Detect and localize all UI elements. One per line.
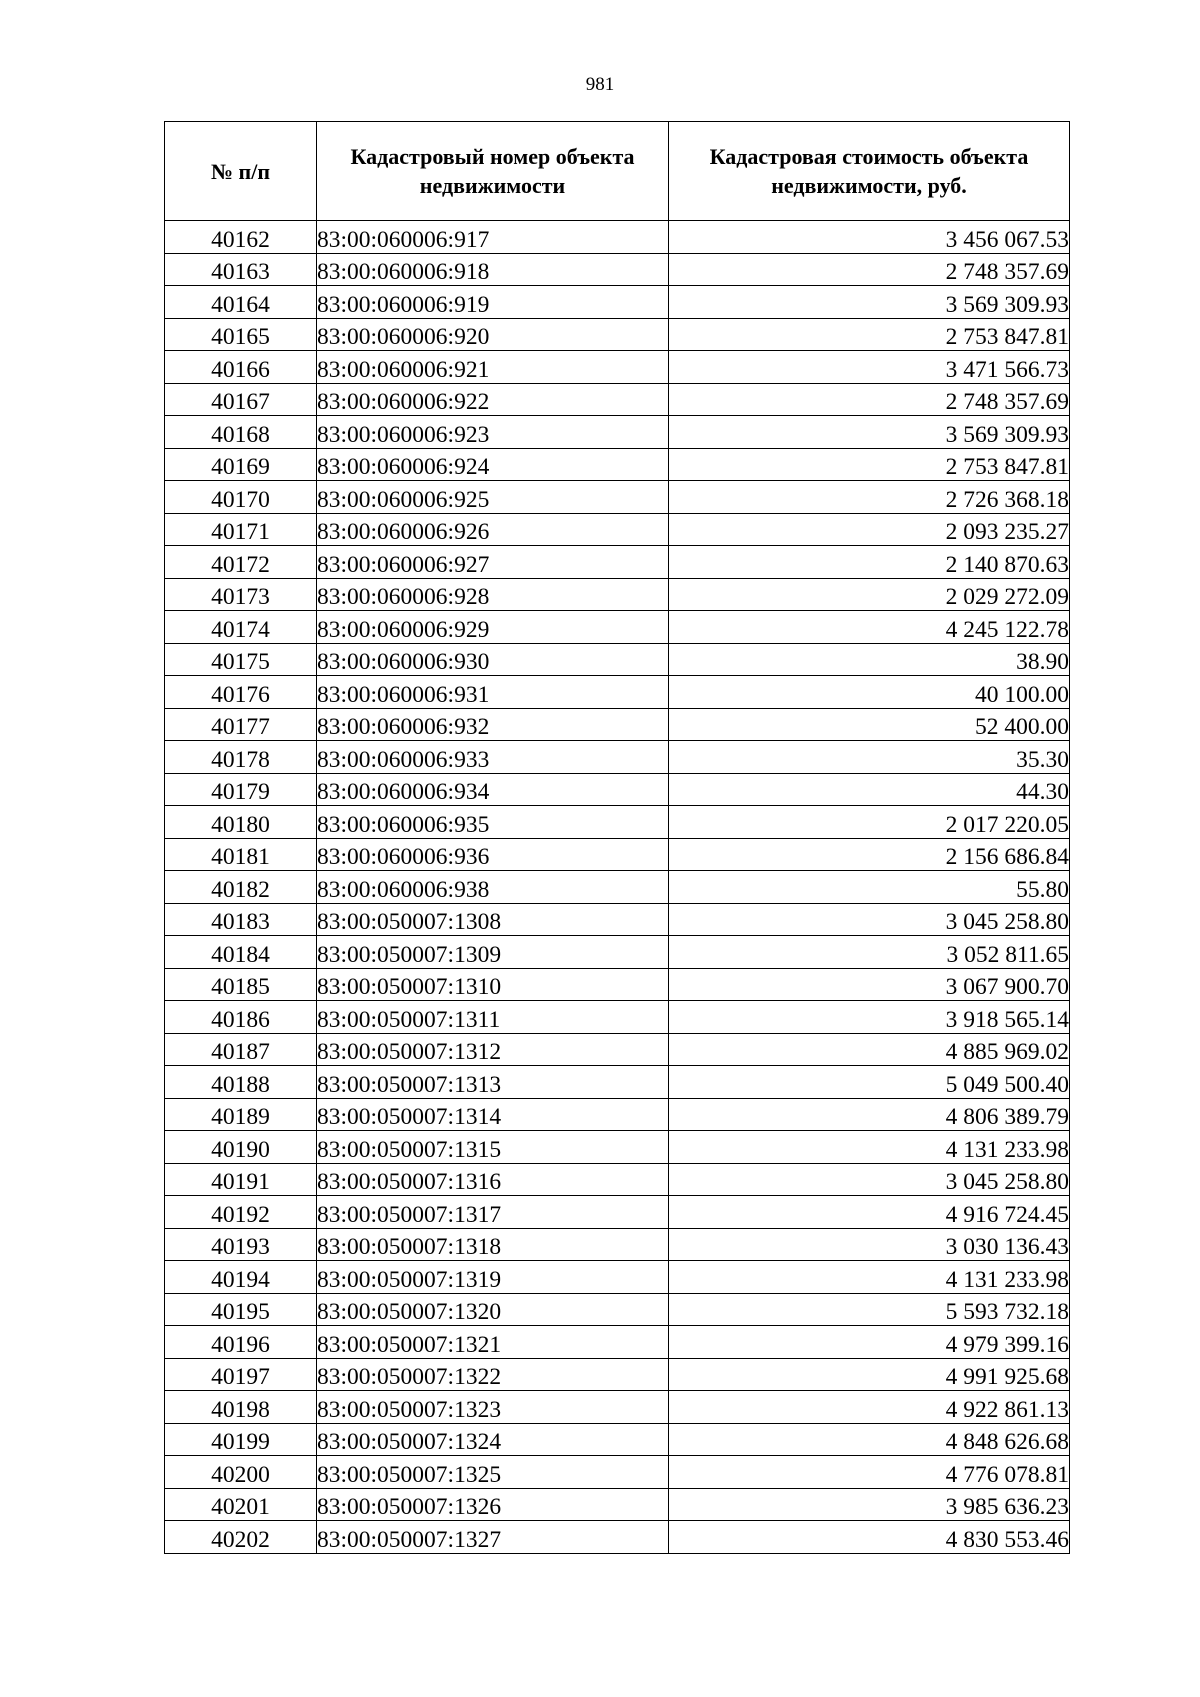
table-row xyxy=(165,1261,1070,1294)
cadastral-value-cell: 2 017 220.05 xyxy=(669,806,1070,839)
table-row xyxy=(165,611,1070,644)
cadastral-number-cell: 83:00:060006:922 xyxy=(317,383,669,416)
row-number-cell: 40190 xyxy=(165,1131,317,1164)
row-number-cell: 40192 xyxy=(165,1196,317,1229)
table-row xyxy=(165,1098,1070,1131)
table-row xyxy=(165,1033,1070,1066)
cadastral-number-cell: 83:00:060006:929 xyxy=(317,611,669,644)
table-row xyxy=(165,806,1070,839)
cadastral-value-cell: 3 569 309.93 xyxy=(669,286,1070,319)
cadastral-value-cell: 3 985 636.23 xyxy=(669,1488,1070,1521)
cadastral-number-cell: 83:00:050007:1317 xyxy=(317,1196,669,1229)
cadastral-value-cell: 3 569 309.93 xyxy=(669,416,1070,449)
row-number-cell: 40183 xyxy=(165,903,317,936)
table-header xyxy=(165,122,1070,221)
cadastral-number-cell: 83:00:060006:924 xyxy=(317,448,669,481)
row-number-cell: 40202 xyxy=(165,1521,317,1554)
page-number: 981 xyxy=(585,74,615,95)
cadastral-value-cell: 40 100.00 xyxy=(669,676,1070,709)
cadastral-number-cell: 83:00:050007:1315 xyxy=(317,1131,669,1164)
row-number-cell: 40181 xyxy=(165,838,317,871)
cadastral-value-cell: 2 029 272.09 xyxy=(669,578,1070,611)
cadastral-value-cell: 3 471 566.73 xyxy=(669,351,1070,384)
cadastral-value-cell: 3 918 565.14 xyxy=(669,1001,1070,1034)
cadastral-number-cell: 83:00:050007:1319 xyxy=(317,1261,669,1294)
cadastral-value-cell: 5 593 732.18 xyxy=(669,1293,1070,1326)
cadastral-value-cell: 4 916 724.45 xyxy=(669,1196,1070,1229)
table-row xyxy=(165,1293,1070,1326)
cadastral-number-cell: 83:00:050007:1324 xyxy=(317,1423,669,1456)
row-number-cell: 40198 xyxy=(165,1391,317,1424)
table-row xyxy=(165,838,1070,871)
cadastral-number-cell: 83:00:050007:1325 xyxy=(317,1456,669,1489)
cadastral-number-cell: 83:00:050007:1309 xyxy=(317,936,669,969)
row-number-cell: 40168 xyxy=(165,416,317,449)
cadastral-number-cell: 83:00:060006:920 xyxy=(317,318,669,351)
table-row xyxy=(165,1521,1070,1554)
cadastral-value-cell: 3 030 136.43 xyxy=(669,1228,1070,1261)
row-number-cell: 40201 xyxy=(165,1488,317,1521)
table-row xyxy=(165,448,1070,481)
cadastral-value-cell: 44.30 xyxy=(669,773,1070,806)
cadastral-number-cell: 83:00:050007:1311 xyxy=(317,1001,669,1034)
row-number-cell: 40177 xyxy=(165,708,317,741)
row-number-cell: 40167 xyxy=(165,383,317,416)
cadastral-value-cell: 38.90 xyxy=(669,643,1070,676)
cadastral-value-cell: 4 131 233.98 xyxy=(669,1261,1070,1294)
table-row xyxy=(165,416,1070,449)
row-number-cell: 40189 xyxy=(165,1098,317,1131)
table-row xyxy=(165,383,1070,416)
row-number-cell: 40180 xyxy=(165,806,317,839)
header-cadastral-value: Кадастровая стоимость объекта недвижимости, руб. xyxy=(669,122,1070,221)
cadastral-value-cell: 55.80 xyxy=(669,871,1070,904)
row-number-cell: 40171 xyxy=(165,513,317,546)
row-number-cell: 40191 xyxy=(165,1163,317,1196)
cadastral-number-cell: 83:00:060006:926 xyxy=(317,513,669,546)
cadastral-number-cell: 83:00:050007:1321 xyxy=(317,1326,669,1359)
row-number-cell: 40194 xyxy=(165,1261,317,1294)
row-number-cell: 40200 xyxy=(165,1456,317,1489)
table-row xyxy=(165,221,1070,254)
cadastral-value-cell: 2 140 870.63 xyxy=(669,546,1070,579)
cadastral-value-cell: 2 726 368.18 xyxy=(669,481,1070,514)
row-number-cell: 40186 xyxy=(165,1001,317,1034)
row-number-cell: 40163 xyxy=(165,253,317,286)
cadastral-number-cell: 83:00:050007:1327 xyxy=(317,1521,669,1554)
row-number-cell: 40197 xyxy=(165,1358,317,1391)
table-row xyxy=(165,513,1070,546)
header-cadastral-number: Кадастровый номер объекта недвижимости xyxy=(317,122,669,221)
cadastral-value-cell: 3 045 258.80 xyxy=(669,1163,1070,1196)
cadastral-number-cell: 83:00:060006:919 xyxy=(317,286,669,319)
table-row xyxy=(165,1456,1070,1489)
cadastral-number-cell: 83:00:050007:1310 xyxy=(317,968,669,1001)
cadastral-number-cell: 83:00:060006:918 xyxy=(317,253,669,286)
table-row xyxy=(165,253,1070,286)
cadastral-value-cell: 4 991 925.68 xyxy=(669,1358,1070,1391)
cadastral-number-cell: 83:00:050007:1313 xyxy=(317,1066,669,1099)
cadastral-number-cell: 83:00:060006:936 xyxy=(317,838,669,871)
header-row xyxy=(165,122,1070,221)
cadastral-value-cell: 4 979 399.16 xyxy=(669,1326,1070,1359)
cadastral-value-cell: 5 049 500.40 xyxy=(669,1066,1070,1099)
row-number-cell: 40175 xyxy=(165,643,317,676)
cadastral-number-cell: 83:00:060006:933 xyxy=(317,741,669,774)
cadastral-number-cell: 83:00:050007:1314 xyxy=(317,1098,669,1131)
table-row xyxy=(165,286,1070,319)
table-row xyxy=(165,708,1070,741)
cadastral-value-cell: 2 093 235.27 xyxy=(669,513,1070,546)
cadastral-value-cell: 3 067 900.70 xyxy=(669,968,1070,1001)
cadastral-number-cell: 83:00:060006:935 xyxy=(317,806,669,839)
row-number-cell: 40162 xyxy=(165,221,317,254)
cadastral-value-cell: 52 400.00 xyxy=(669,708,1070,741)
table-body xyxy=(165,221,1070,1554)
cadastral-value-cell: 4 245 122.78 xyxy=(669,611,1070,644)
cadastral-value-cell: 4 830 553.46 xyxy=(669,1521,1070,1554)
row-number-cell: 40172 xyxy=(165,546,317,579)
cadastral-number-cell: 83:00:060006:928 xyxy=(317,578,669,611)
table-row xyxy=(165,643,1070,676)
table-row xyxy=(165,1163,1070,1196)
cadastral-number-cell: 83:00:060006:921 xyxy=(317,351,669,384)
row-number-cell: 40178 xyxy=(165,741,317,774)
cadastral-number-cell: 83:00:050007:1322 xyxy=(317,1358,669,1391)
cadastral-value-cell: 3 052 811.65 xyxy=(669,936,1070,969)
table-row xyxy=(165,1358,1070,1391)
cadastral-number-cell: 83:00:050007:1318 xyxy=(317,1228,669,1261)
row-number-cell: 40170 xyxy=(165,481,317,514)
row-number-cell: 40165 xyxy=(165,318,317,351)
row-number-cell: 40188 xyxy=(165,1066,317,1099)
cadastral-value-cell: 35.30 xyxy=(669,741,1070,774)
cadastral-number-cell: 83:00:050007:1316 xyxy=(317,1163,669,1196)
table-row xyxy=(165,676,1070,709)
cadastral-number-cell: 83:00:060006:932 xyxy=(317,708,669,741)
row-number-cell: 40164 xyxy=(165,286,317,319)
table-row xyxy=(165,871,1070,904)
cadastral-number-cell: 83:00:060006:934 xyxy=(317,773,669,806)
header-row-number: № п/п xyxy=(165,122,317,221)
cadastral-value-cell: 2 753 847.81 xyxy=(669,448,1070,481)
cadastral-value-cell: 3 456 067.53 xyxy=(669,221,1070,254)
table-row xyxy=(165,578,1070,611)
cadastral-number-cell: 83:00:060006:927 xyxy=(317,546,669,579)
cadastral-number-cell: 83:00:060006:930 xyxy=(317,643,669,676)
table-row xyxy=(165,1196,1070,1229)
cadastral-number-cell: 83:00:050007:1326 xyxy=(317,1488,669,1521)
row-number-cell: 40195 xyxy=(165,1293,317,1326)
table-row xyxy=(165,903,1070,936)
cadastral-number-cell: 83:00:060006:938 xyxy=(317,871,669,904)
cadastral-value-cell: 2 748 357.69 xyxy=(669,253,1070,286)
row-number-cell: 40196 xyxy=(165,1326,317,1359)
table-row xyxy=(165,1423,1070,1456)
cadastral-number-cell: 83:00:060006:925 xyxy=(317,481,669,514)
row-number-cell: 40173 xyxy=(165,578,317,611)
table-row xyxy=(165,351,1070,384)
row-number-cell: 40187 xyxy=(165,1033,317,1066)
table-row xyxy=(165,773,1070,806)
cadastral-number-cell: 83:00:050007:1320 xyxy=(317,1293,669,1326)
table-row xyxy=(165,546,1070,579)
cadastral-value-cell: 3 045 258.80 xyxy=(669,903,1070,936)
cadastral-number-cell: 83:00:050007:1308 xyxy=(317,903,669,936)
row-number-cell: 40166 xyxy=(165,351,317,384)
table-row xyxy=(165,1326,1070,1359)
table-row xyxy=(165,1001,1070,1034)
table-row xyxy=(165,1391,1070,1424)
table-row xyxy=(165,936,1070,969)
row-number-cell: 40184 xyxy=(165,936,317,969)
cadastral-number-cell: 83:00:060006:931 xyxy=(317,676,669,709)
table-row xyxy=(165,1228,1070,1261)
cadastral-value-cell: 4 922 861.13 xyxy=(669,1391,1070,1424)
table-row xyxy=(165,1488,1070,1521)
row-number-cell: 40185 xyxy=(165,968,317,1001)
cadastral-value-cell: 4 885 969.02 xyxy=(669,1033,1070,1066)
cadastral-number-cell: 83:00:060006:917 xyxy=(317,221,669,254)
table-row xyxy=(165,741,1070,774)
row-number-cell: 40174 xyxy=(165,611,317,644)
cadastral-number-cell: 83:00:060006:923 xyxy=(317,416,669,449)
cadastral-value-table xyxy=(164,121,1070,1554)
cadastral-value-cell: 4 131 233.98 xyxy=(669,1131,1070,1164)
cadastral-number-cell: 83:00:050007:1312 xyxy=(317,1033,669,1066)
cadastral-value-cell: 2 753 847.81 xyxy=(669,318,1070,351)
row-number-cell: 40176 xyxy=(165,676,317,709)
table-row xyxy=(165,318,1070,351)
cadastral-value-cell: 2 748 357.69 xyxy=(669,383,1070,416)
cadastral-value-cell: 4 776 078.81 xyxy=(669,1456,1070,1489)
row-number-cell: 40199 xyxy=(165,1423,317,1456)
table-row xyxy=(165,1131,1070,1164)
cadastral-value-cell: 4 848 626.68 xyxy=(669,1423,1070,1456)
table-row xyxy=(165,968,1070,1001)
cadastral-value-cell: 2 156 686.84 xyxy=(669,838,1070,871)
cadastral-value-cell: 4 806 389.79 xyxy=(669,1098,1070,1131)
row-number-cell: 40182 xyxy=(165,871,317,904)
table-row xyxy=(165,1066,1070,1099)
row-number-cell: 40169 xyxy=(165,448,317,481)
cadastral-number-cell: 83:00:050007:1323 xyxy=(317,1391,669,1424)
row-number-cell: 40179 xyxy=(165,773,317,806)
table-row xyxy=(165,481,1070,514)
row-number-cell: 40193 xyxy=(165,1228,317,1261)
